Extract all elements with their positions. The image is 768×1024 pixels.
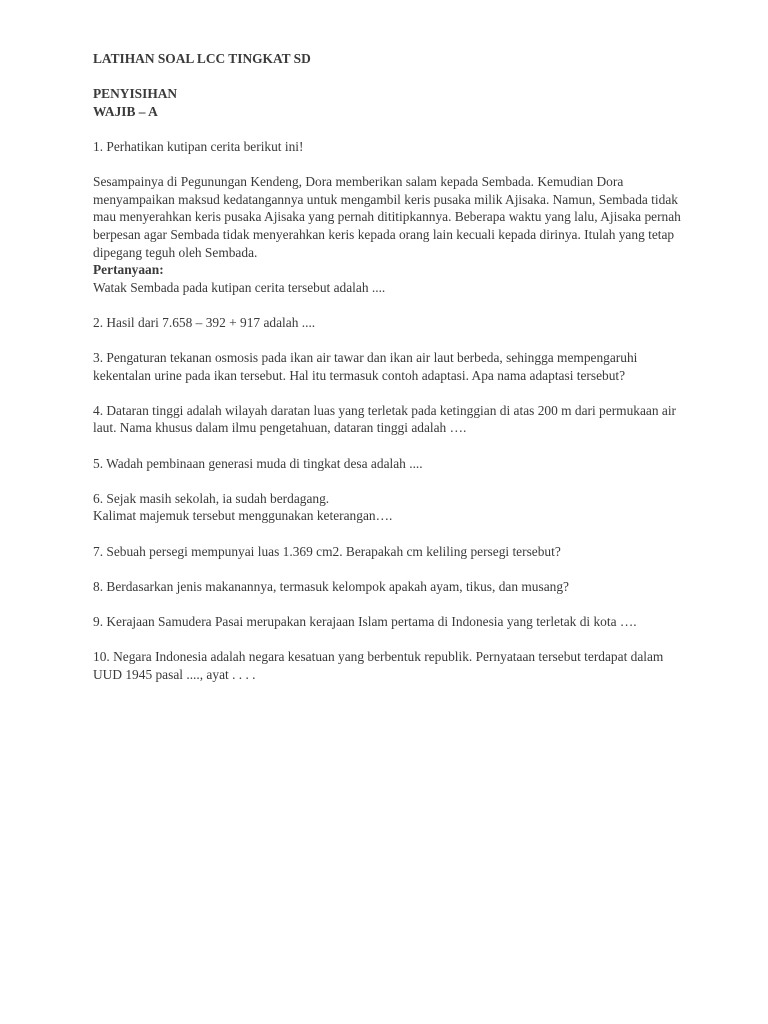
question-4: 4. Dataran tinggi adalah wilayah daratan luas yang terletak pada ketinggian di atas 200 m dari permukaan air laut. Nama khusus dalam ilmu pengetahuan, dataran tinggi adalah ….: [93, 402, 677, 436]
question-10: 10. Negara Indonesia adalah negara kesatuan yang berbentuk republik. Pernyataan tersebut terdapat dalam UUD 1945 pasal ...., ayat . . . .: [93, 649, 664, 682]
section-heading: PENYISIHAN: [93, 86, 178, 102]
question-1-prompt: 1. Perhatikan kutipan cerita berikut ini!: [93, 138, 304, 154]
question-6-line2: Kalimat majemuk tersebut menggunakan keterangan….: [93, 508, 393, 524]
document-title: LATIHAN SOAL LCC TINGKAT SD: [93, 51, 311, 66]
question-1-label: Pertanyaan:: [93, 262, 164, 278]
question-8: 8. Berdasarkan jenis makanannya, termasuk kelompok apakah ayam, tikus, dan musang?: [93, 578, 569, 594]
subsection-heading: WAJIB – A: [93, 103, 158, 119]
question-2: 2. Hasil dari 7.658 – 392 + 917 adalah ....: [93, 314, 316, 330]
question-7: 7. Sebuah persegi mempunyai luas 1.369 cm2. Berapakah cm keliling persegi tersebut?: [93, 543, 561, 559]
question-1-passage: Sesampainya di Pegunungan Kendeng, Dora memberikan salam kepada Sembada. Kemudian Dora menyampaikan maksud kedatangannya untuk mengambil keris pusaka milik Ajisaka. Namun, Sembada tidak mau menyerahkan keris pusaka Ajisaka yang pernah dititipkannya. Beberapa waktu yang lalu, Ajisaka pernah berpesan agar Sembada tidak menyerahkan keris kepada orang lain kecuali kepada dirinya. Itulah yang tetap dipegang teguh oleh Sembada.: [93, 174, 681, 260]
question-5: 5. Wadah pembinaan generasi muda di tingkat desa adalah ....: [93, 455, 423, 471]
question-1-text: Watak Sembada pada kutipan cerita tersebut adalah ....: [93, 279, 386, 295]
question-3: 3. Pengaturan tekanan osmosis pada ikan air tawar dan ikan air laut berbeda, sehingga mempengaruhi kekentalan urine pada ikan tersebut. Hal itu termasuk contoh adaptasi. Apa nama adaptasi tersebut?: [93, 350, 638, 383]
question-6-line1: 6. Sejak masih sekolah, ia sudah berdagang.: [93, 490, 330, 506]
document-body: [93, 50, 683, 683]
question-9: 9. Kerajaan Samudera Pasai merupakan kerajaan Islam pertama di Indonesia yang terletak di kota ….: [93, 614, 637, 629]
